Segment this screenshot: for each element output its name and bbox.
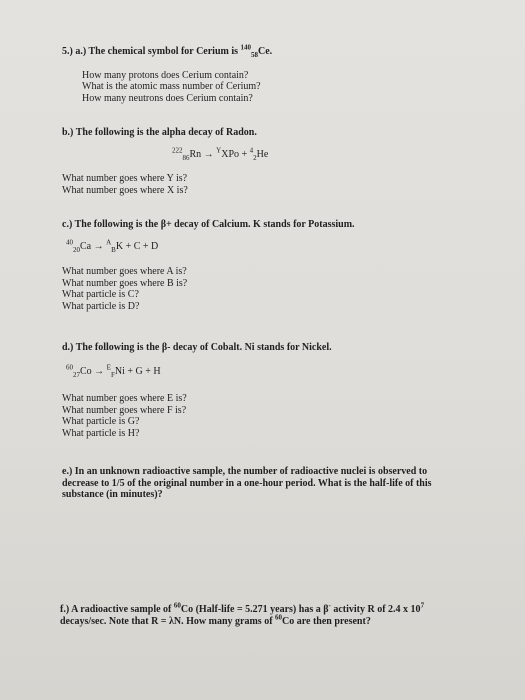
part-f-line-1: f.) A radioactive sample of $^{60}$Co (Half-life = 5.271 years) has a β- activity R of 2.4 x $10^7$	[60, 601, 425, 615]
part-c-question-2: What number goes where B is?	[62, 277, 188, 289]
part-c-question-4: What particle is D?	[62, 300, 140, 312]
part-e-line-2: decrease to 1/5 of the original number in a one-hour period. What is the half-life of this	[62, 477, 432, 489]
part-c	[62, 219, 482, 312]
part-d-question-3: What particle is G?	[62, 416, 140, 427]
part-c-question-3: What particle is C?	[62, 289, 139, 300]
part-a-header: 5.) a.) The chemical symbol for Cerium is $^{140}_{58}$Ce.	[62, 43, 273, 59]
part-f-line-2: decays/sec. Note that R = λN. How many grams of $^{60}$Co are then present?	[60, 613, 371, 627]
part-d-question-1: What number goes where E is?	[62, 393, 187, 404]
part-a-question-3: How many neutrons does Cerium contain?	[82, 92, 253, 104]
part-d-question-4: What particle is H?	[62, 427, 140, 439]
part-b	[62, 127, 482, 196]
part-b-question-1: What number goes where Y is?	[62, 173, 188, 184]
part-b-header: b.) The following is the alpha decay of Radon.	[62, 127, 257, 138]
part-c-header: c.) The following is the β+ decay of Calcium. K stands for Potassium.	[62, 219, 355, 230]
part-a	[62, 43, 482, 104]
part-e-line-1: e.) In an unknown radioactive sample, the number of radioactive nuclei is observed to	[62, 466, 428, 477]
part-f	[60, 601, 480, 627]
part-e-line-3: substance (in minutes)?	[62, 489, 163, 500]
part-c-equation: $^{40}_{20}$Ca → $^A_B$K + C + D	[66, 238, 159, 254]
part-d-question-2: What number goes where F is?	[62, 404, 187, 416]
part-e	[62, 466, 482, 501]
part-b-equation: $^{222}_{86}$Rn → $^Y$XPo + $^4_2$He	[172, 146, 269, 162]
part-a-question-1: How many protons does Cerium contain?	[82, 69, 249, 81]
part-b-question-2: What number goes where X is?	[62, 184, 188, 196]
part-d-equation: $^{60}_{27}$Co → $^E_F$Ni + G + H	[66, 363, 161, 379]
part-c-question-1: What number goes where A is?	[62, 266, 187, 277]
part-d-header: d.) The following is the β- decay of Cobalt. Ni stands for Nickel.	[62, 342, 332, 353]
part-d	[62, 342, 482, 439]
part-a-question-2: What is the atomic mass number of Cerium?	[82, 81, 261, 92]
